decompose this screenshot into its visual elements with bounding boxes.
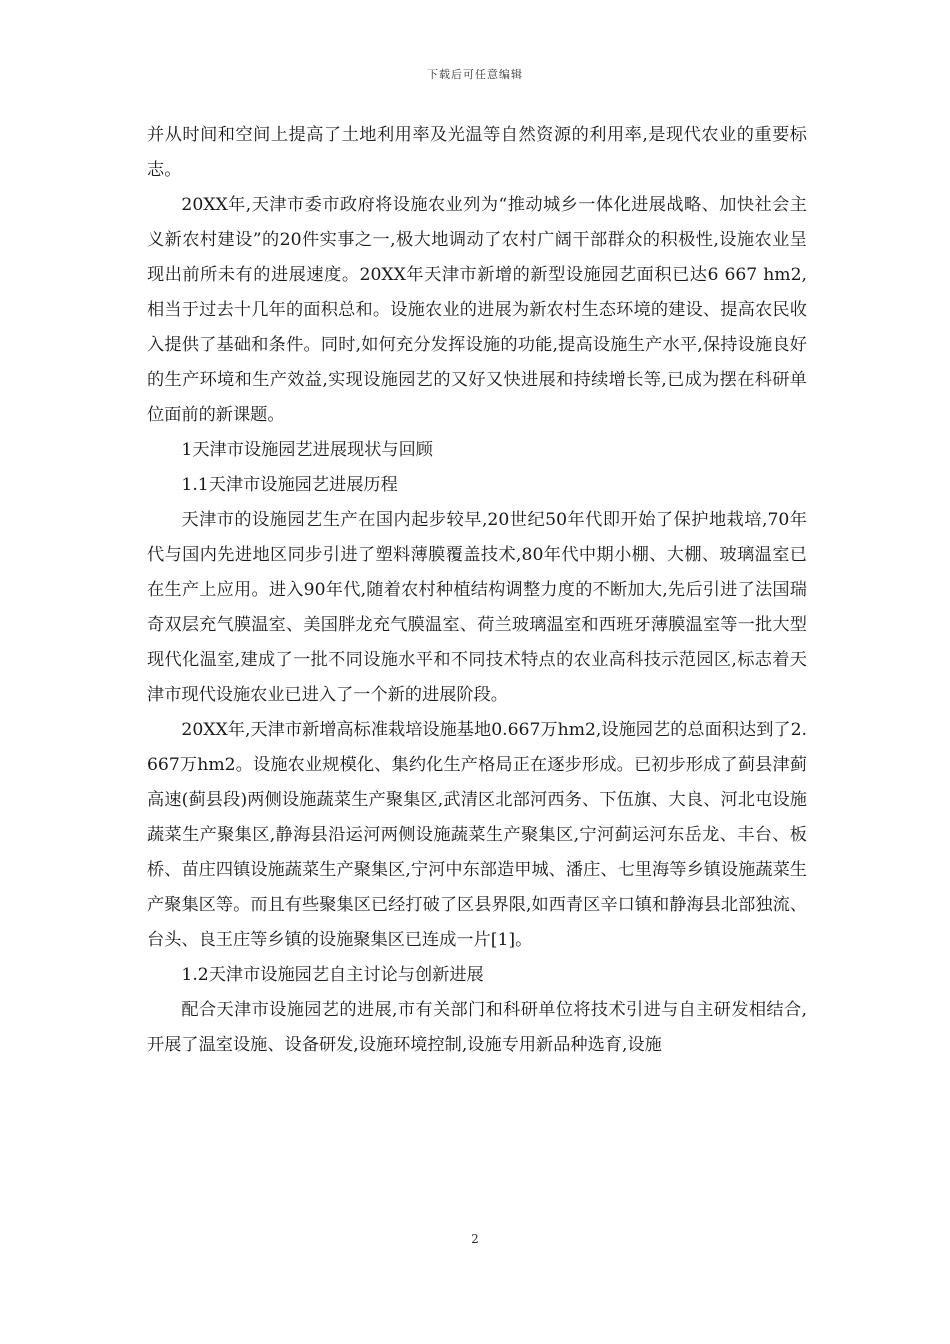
document-body <box>147 118 807 1063</box>
paragraph-policy: 20XX年,天津市委市政府将设施农业列为“推动城乡一体化进展战略、加快社会主义新农村建设”的20件实事之一,极大地调动了农村广阔干部群众的积极性,设施农业呈现出前所未有的进展速度。20XX年天津市新增的新型设施园艺面积已达6 667 hm2,相当于过去十几年的面积总和。设施农业的进展为新农村生态环境的建设、提高农民收入提供了基础和条件。同时,如何充分发挥设施的功能,提高设施生产水平,保持设施良好的生产环境和生产效益,实现设施园艺的又好又快进展和持续增长等,已成为摆在科研单位面前的新课题。 <box>147 195 807 425</box>
paragraph-area: 20XX年,天津市新增高标准栽培设施基地0.667万hm2,设施园艺的总面积达到了2.667万hm2。设施农业规模化、集约化生产格局正在逐步形成。已初步形成了蓟县津蓟高速(蓟县段)两侧设施蔬菜生产聚集区,武清区北部河西务、下伍旗、大良、河北屯设施蔬菜生产聚集区,静海县沿运河两侧设施蔬菜生产聚集区,宁河蓟运河东岳龙、丰台、板桥、苗庄四镇设施蔬菜生产聚集区,宁河中东部造甲城、潘庄、七里海等乡镇设施蔬菜生产聚集区等。而且有些聚集区已经打破了区县界限,如西青区辛口镇和静海县北部独流、台头、良王庄等乡镇的设施聚集区已连成一片[1]。 <box>147 720 807 950</box>
subsection-heading-1-1: 1.1天津市设施园艺进展历程 <box>181 475 398 495</box>
subsection-heading-1-2: 1.2天津市设施园艺自主讨论与创新进展 <box>181 965 484 985</box>
section-heading-1: 1天津市设施园艺进展现状与回顾 <box>181 440 433 460</box>
paragraph-research: 配合天津市设施园艺的进展,市有关部门和科研单位将技术引进与自主研发相结合,开展了温室设施、设备研发,设施环境控制,设施专用新品种选育,设施 <box>147 1000 807 1055</box>
paragraph-history: 天津市的设施园艺生产在国内起步较早,20世纪50年代即开始了保护地栽培,70年代与国内先进地区同步引进了塑料薄膜覆盖技术,80年代中期小棚、大棚、玻璃温室已在生产上应用。进入90年代,随着农村种植结构调整力度的不断加大,先后引进了法国瑞奇双层充气膜温室、美国胖龙充气膜温室、荷兰玻璃温室和西班牙薄膜温室等一批大型现代化温室,建成了一批不同设施水平和不同技术特点的农业高科技示范园区,标志着天津市现代设施农业已进入了一个新的进展阶段。 <box>147 510 807 705</box>
page-number: 2 <box>471 1232 479 1246</box>
paragraph-continuation: 并从时间和空间上提高了土地利用率及光温等自然资源的利用率,是现代农业的重要标志。 <box>147 125 807 180</box>
page-header: 下载后可任意编辑 <box>427 68 523 81</box>
